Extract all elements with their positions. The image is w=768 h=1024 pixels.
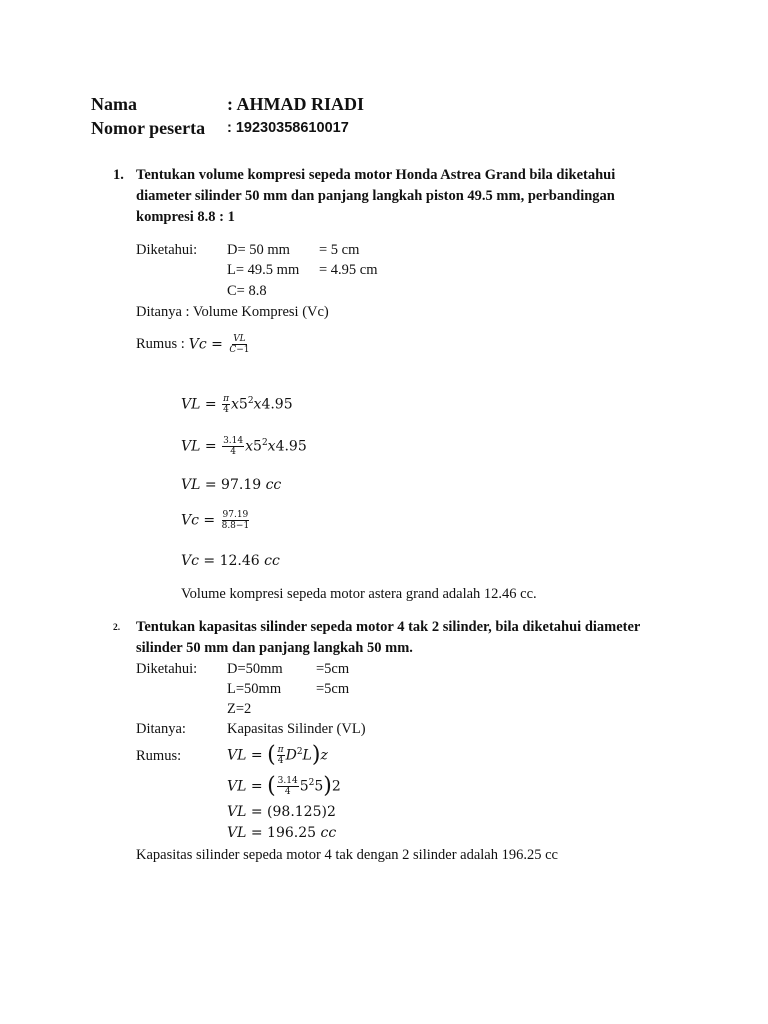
q1-given-c: C= 8.8 [227, 283, 267, 299]
nama-label: Nama [91, 94, 137, 114]
q2-given-l-cm: =5cm [316, 681, 350, 697]
q2-diketahui-label: Diketahui: [136, 661, 198, 677]
q2-given-z: Z=2 [227, 701, 252, 717]
q2-step-product: VL = (98.125)2 [227, 804, 336, 820]
q1-given-d-cm: = 5 cm [319, 242, 360, 258]
q1-given-d: D= 50 mm [227, 242, 290, 258]
q1-step-vl-314: VL = $\frac{3.14}{4}$ $x5^2x4.95$ [181, 436, 307, 457]
q2-rumus-label: Rumus: [136, 748, 182, 764]
q1-step-vc-result: Vc = 12.46 cc [181, 553, 280, 569]
q2-ditanya-value: Kapasitas Silinder (VL) [227, 721, 366, 737]
q2-conclusion: Kapasitas silinder sepeda motor 4 tak dengan 2 silinder adalah 196.25 cc [136, 847, 558, 863]
q2-formula-vl: VL = ( $\frac{\pi}{4}$ $D^2L)z$ [227, 742, 328, 768]
q2-ditanya-label: Ditanya: [136, 721, 186, 737]
nomor-label: Nomor peserta [91, 118, 206, 138]
q2-step-substitute: VL = ( $\frac{3.14}{4}$ $5^25)2$ [227, 773, 341, 799]
q1-number: 1. [113, 167, 124, 183]
q1-step-vl-result: VL = 97.19 cc [181, 477, 282, 493]
q1-line3: kompresi 8.8 : 1 [136, 209, 235, 225]
nama-value: : AHMAD RIADI [227, 94, 364, 114]
q1-ditanya: Ditanya : Volume Kompresi (Vc) [136, 304, 329, 320]
q1-step-vc-frac: Vc = $\frac{97.19}{8.8-1}$ [181, 510, 250, 531]
q1-diketahui-label: Diketahui: [136, 242, 198, 258]
q1-line1: Tentukan volume kompresi sepeda motor Honda Astrea Grand bila diketahui [136, 167, 616, 183]
q1-given-l: L= 49.5 mm [227, 262, 300, 278]
q2-step-result: VL = 196.25 cc [227, 825, 337, 841]
q2-line2: silinder 50 mm dan panjang langkah 50 mm. [136, 640, 413, 656]
q1-rumus [136, 334, 252, 355]
q1-conclusion: Volume kompresi sepeda motor astera grand adalah 12.46 cc. [181, 586, 537, 602]
q2-given-d-cm: =5cm [316, 661, 350, 677]
q2-given-d: D=50mm [227, 661, 283, 677]
q1-rumus-label: Rumus : [136, 336, 185, 352]
q1-formula-vc: Vc = $\frac{VL}{C-1}$ [188, 334, 250, 355]
q2-given-l: L=50mm [227, 681, 282, 697]
q1-step-vl-pi: VL = $\frac{\pi}{4}$ $x5^2x4.95$ [181, 394, 293, 415]
q1-line2: diameter silinder 50 mm dan panjang langkah piston 49.5 mm, perbandingan [136, 188, 615, 204]
q1-given-l-cm: = 4.95 cm [319, 262, 378, 278]
q2-line1: Tentukan kapasitas silinder sepeda motor 4 tak 2 silinder, bila diketahui diameter [136, 619, 641, 635]
nomor-value: : 19230358610017 [227, 120, 349, 136]
q2-number: 2. [113, 623, 121, 633]
